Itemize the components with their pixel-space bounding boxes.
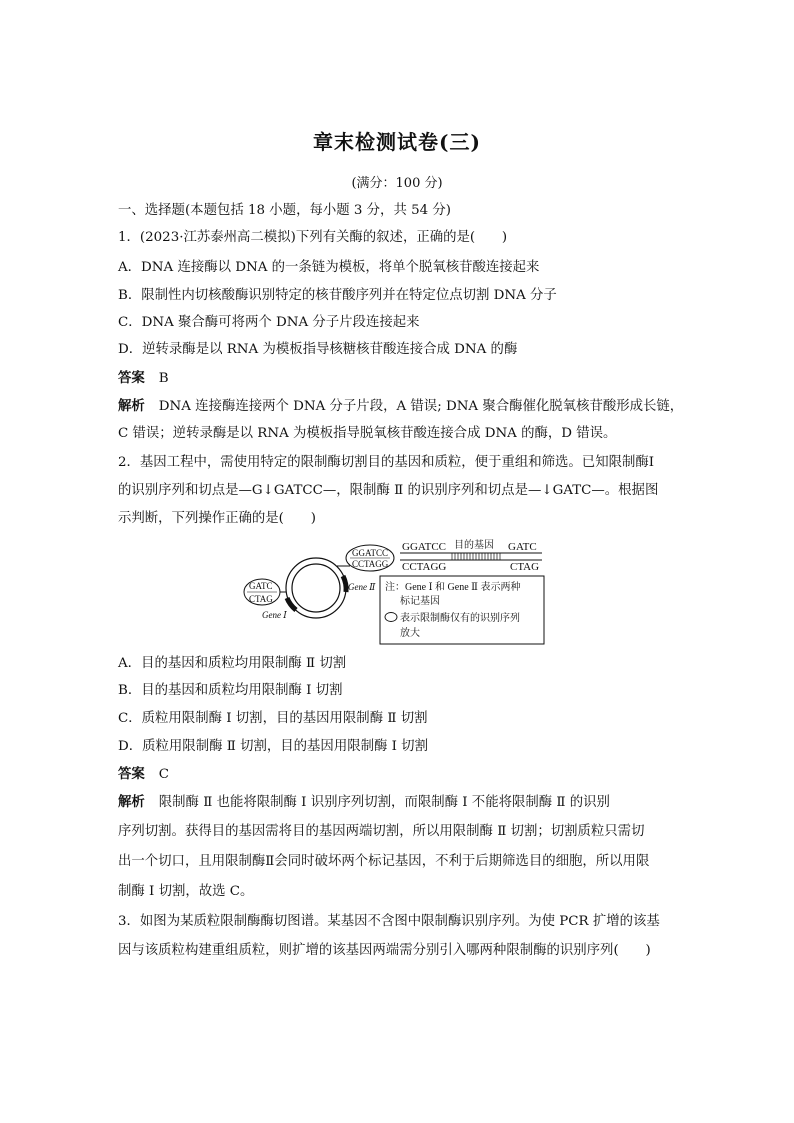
q2-option-a: A．目的基因和质粒均用限制酶 Ⅱ 切割 [118,656,347,671]
q2-stem-line-1: 2．基因工程中，需使用特定的限制酶切割目的基因和质粒，便于重组和筛选。已知限制酶Ⅰ [118,455,655,470]
bubble-top-seq-1: GGATCC [352,548,389,558]
answer-label: 答案 [118,766,145,782]
q2-analysis-line-3: 出一个切口，且用限制酶Ⅱ会同时破坏两个标记基因，不利于后期筛选目的细胞，所以用限 [118,854,650,869]
q3-stem-line-2: 因与该质粒构建重组质粒，则扩增的该基因两端需分别引入哪两种限制酶的识别序列( ) [118,943,651,958]
analysis-label: 解析 [118,794,145,810]
q2-analysis-line-1 [118,793,610,812]
q2-analysis-line-2: 序列切割。获得目的基因需将目的基因两端切割，所以用限制酶 Ⅱ 切割；切割质粒只需切 [118,824,645,839]
analysis-label: 解析 [118,398,145,414]
q1-option-d: D．逆转录酶是以 RNA 为模板指导核糖核苷酸连接合成 DNA 的酶 [118,342,518,357]
score-note: (满分：100 分) [351,176,443,191]
bubble-top-seq-2: CCTAGG [352,559,389,569]
answer-value: B [158,371,169,386]
q1-analysis-line-1 [118,397,683,416]
note-line-3: 表示限制酶仅有的识别序列 [400,613,520,624]
q1-option-c: C．DNA 聚合酶可将两个 DNA 分子片段连接起来 [118,315,420,330]
fig-hatch-pattern [452,553,500,560]
fig-target-gene-label: 目的基因 [454,540,494,551]
section-heading: 一、选择题(本题包括 18 小题，每小题 3 分，共 54 分) [118,203,452,218]
answer-label: 答案 [118,370,145,386]
q2-option-d: D．质粒用限制酶 Ⅱ 切割，目的基因用限制酶 Ⅰ 切割 [118,739,428,754]
q2-analysis-line-4: 制酶 Ⅰ 切割，故选 C。 [118,884,254,899]
bubble-left-seq-1: GATC [249,581,273,591]
plasmid-diagram [240,536,550,648]
analysis-text: 限制酶 Ⅱ 也能将限制酶 Ⅰ 识别序列切割，而限制酶 Ⅰ 不能将限制酶 Ⅱ 的识别 [158,795,610,810]
note-line-4: 放大 [400,628,420,639]
gene2-segment [343,576,346,592]
gene2-label: Gene Ⅱ [348,582,376,592]
q1-stem: 1．(2023·江苏泰州高二模拟)下列有关酶的叙述，正确的是( ) [118,230,508,245]
q2-option-c: C．质粒用限制酶 Ⅰ 切割，目的基因用限制酶 Ⅱ 切割 [118,711,428,726]
q1-option-b: B．限制性内切核酸酶识别特定的核苷酸序列并在特定位点切割 DNA 分子 [118,288,557,303]
fig-top-seq-1: GGATCC [402,541,447,553]
q2-stem-line-3: 示判断，下列操作正确的是( ) [118,511,316,526]
q1-analysis-line-2: C 错误；逆转录酶是以 RNA 为模板指导脱氧核苷酸连接合成 DNA 的酶，D 错误。 [118,426,617,441]
q3-stem-line-1: 3．如图为某质粒限制酶酶切图谱。某基因不含图中限制酶识别序列。为使 PCR 扩增的该基 [118,914,660,929]
fig-bottom-seq-1: CCTAGG [402,561,447,573]
page-title: 章末检测试卷(三) [313,130,481,154]
note-line-2: 标记基因 [400,596,440,607]
q2-stem-line-2: 的识别序列和切点是—G↓GATCC—，限制酶 Ⅱ 的识别序列和切点是—↓GATC—。根据图 [118,483,659,498]
q2-option-b: B．目的基因和质粒均用限制酶 Ⅰ 切割 [118,683,343,698]
plasmid-diagram-svg [240,536,550,648]
gene1-label: Gene Ⅰ [262,610,287,620]
fig-bottom-seq-2: CTAG [510,561,540,573]
fig-top-seq-2: GATC [508,541,537,553]
plasmid-ring-inner [292,564,340,612]
analysis-text: DNA 连接酶连接两个 DNA 分子片段，A 错误; DNA 聚合酶催化脱氧核苷酸形成长链， [158,399,684,414]
q2-answer [118,765,169,784]
note-line-1: 注：Gene Ⅰ 和 Gene Ⅱ 表示两种 [385,582,521,593]
q1-option-a: A．DNA 连接酶以 DNA 的一条链为模板，将单个脱氧核苷酸连接起来 [118,260,540,275]
answer-value: C [158,767,170,782]
bubble-left-seq-2: CTAG [249,594,273,604]
q1-answer [118,369,169,388]
